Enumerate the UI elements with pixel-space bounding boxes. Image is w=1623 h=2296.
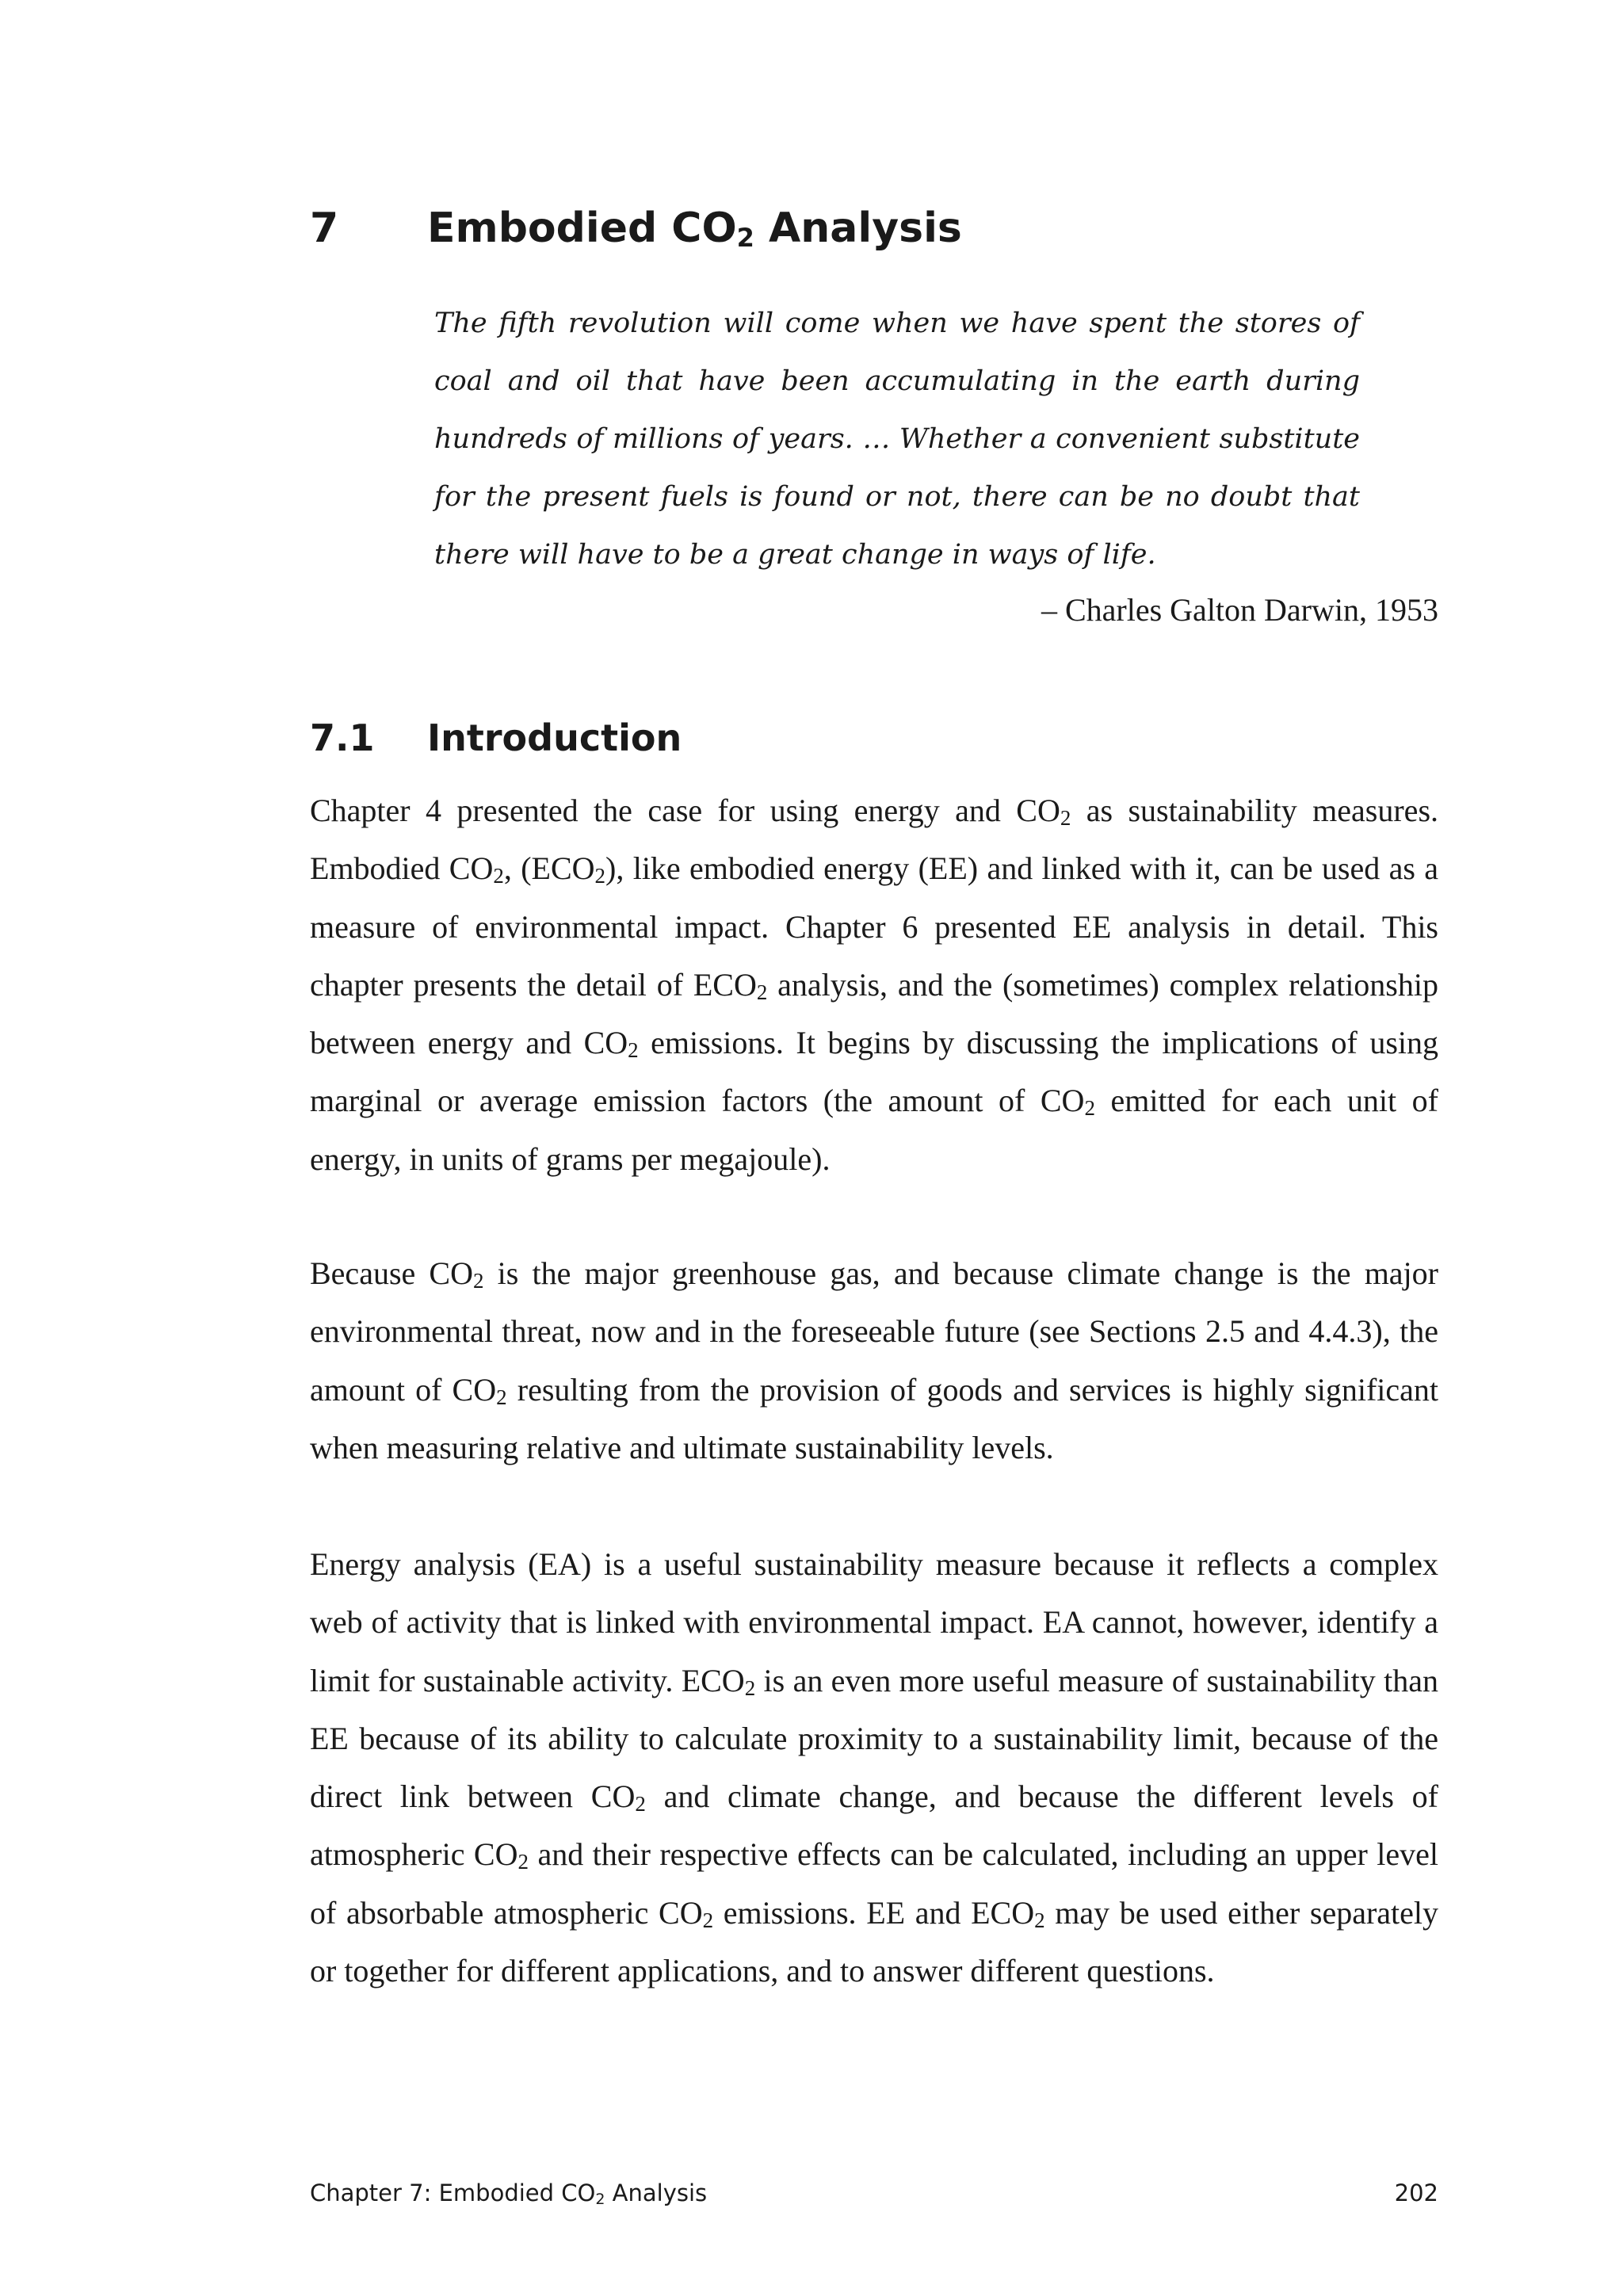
body-paragraph: Chapter 4 presented the case for using energy and $CO_2$ as sustainability measures. Embodied $CO_2$, $(ECO_2)$, like embodied energy (EE) and linked with it, can be used as a measure of environmental impact. Chapter 6 presented EE analysis in detail. This chapter presents the detail of $ECO_2$ analysis, and the (sometimes) complex relationship between energy and $CO_2$ emissions. It begins by discussing the implications of using marginal or average emission factors (the amount of $CO_2$ emitted for each unit of energy, in units of grams per megajoule).	[310, 793, 1439, 1177]
subscript: 2	[473, 1269, 484, 1293]
subscript: 2	[594, 864, 606, 888]
body-paragraph: Energy analysis (EA) is a useful sustainability measure because it reflects a complex web of activity that is linked with environmental impact. EA cannot, however, identify a limit for sustainable activity. $ECO_2$ is an even more useful measure of sustainability than EE because of its ability to calculate proximity to a sustainability limit, because of the direct link between $CO_2$ and climate change, and because the different levels of atmospheric $CO_2$ and their respective effects can be calculated, including an upper level of absorbable atmospheric $CO_2$ emissions. EE and $ECO_2$ may be used either separately or together for different applications, and to answer different questions.	[310, 1546, 1439, 1989]
subscript: 2	[493, 864, 504, 888]
body-paragraph: Because $CO_2$ is the major greenhouse gas, and because climate change is the major environmental threat, now and in the foreseeable future (see Sections 2.5 and 4.4.3), the amount of $CO_2$ resulting from the provision of goods and services is highly significant when measuring relative and ultimate sustainability levels.	[310, 1255, 1439, 1465]
section-number: 7.1	[310, 716, 375, 759]
subscript: 2	[1084, 1096, 1095, 1121]
subscript: 2	[517, 1850, 529, 1874]
subscript: 2	[756, 980, 768, 1004]
section-title: Introduction	[427, 716, 682, 759]
section-heading	[310, 710, 1459, 766]
subscript: 2	[635, 1792, 646, 1817]
page-number: 202	[1394, 2179, 1438, 2206]
subscript: 2	[496, 1385, 507, 1409]
epigraph-attribution: – Charles Galton Darwin, 1953	[1041, 592, 1438, 628]
chapter-title: Embodied $CO_2$ Analysis	[427, 204, 962, 253]
epigraph-quote: The fifth revolution will come when we have spent the stores of coal and oil that have been accumulating in the earth during hundreds of millions of years. … Whether a convenient substitute for the present fuels is found or not, there can be no doubt that there will have to be a great change in ways of life.	[434, 308, 1360, 571]
chapter-number: 7	[310, 204, 339, 252]
subscript: 2	[744, 1675, 756, 1700]
page-footer	[310, 2173, 1438, 2213]
subscript: 2	[702, 1908, 714, 1932]
subscript: 2	[628, 1038, 639, 1063]
running-footer-title: Chapter 7: Embodied $CO_2$ Analysis	[310, 2179, 708, 2208]
chapter-heading	[310, 197, 1459, 260]
subscript: 2	[1034, 1908, 1045, 1932]
subscript: 2	[1060, 806, 1071, 830]
